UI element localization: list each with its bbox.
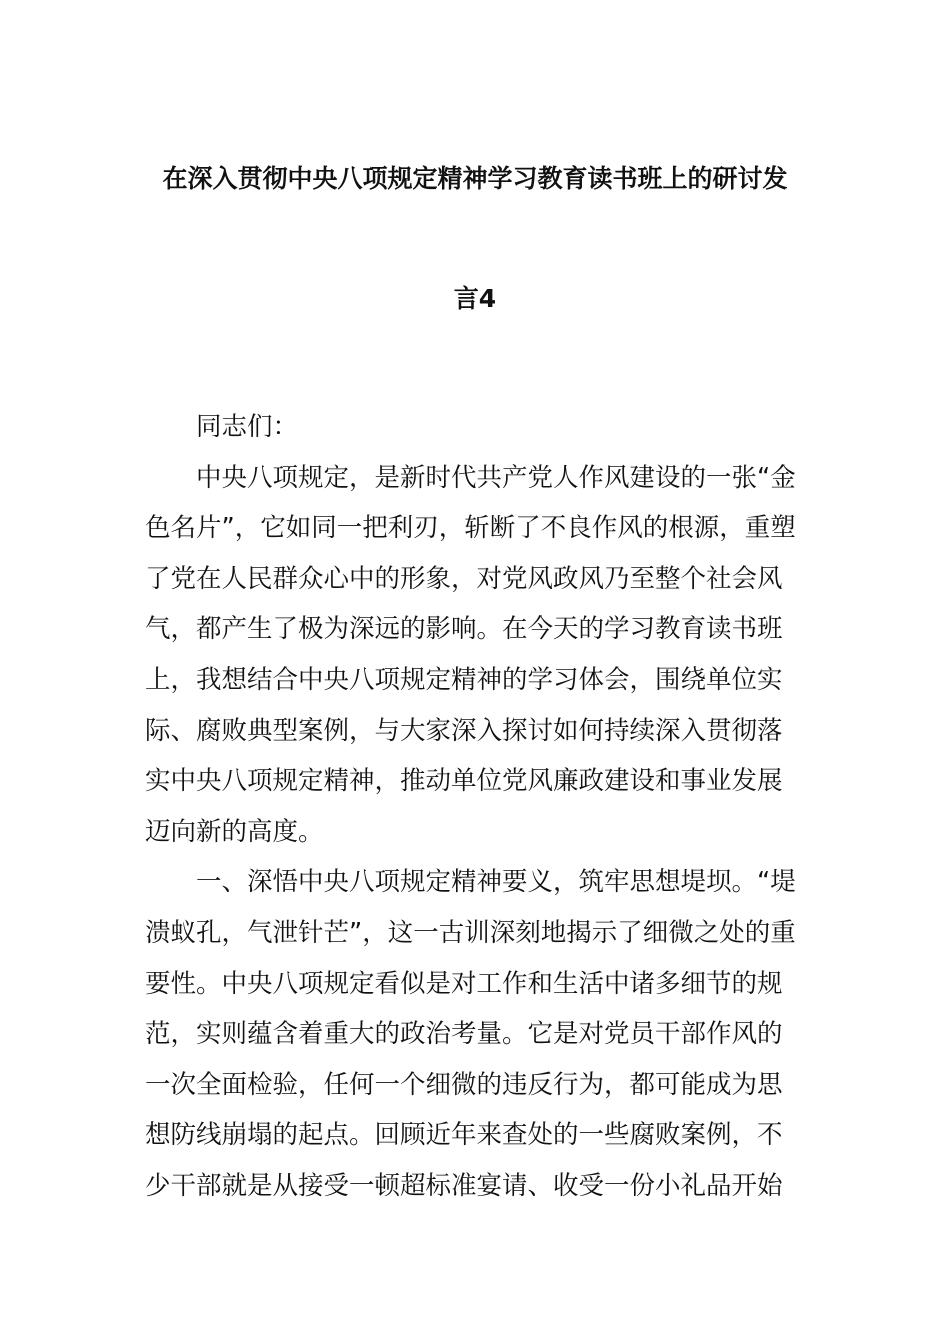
paragraph-section-one [145,857,809,1211]
text-line: 范，实则蕴含着重大的政治考量。它是对党员干部作风的 [145,1019,783,1050]
text-line: 际、腐败典型案例，与大家深入探讨如何持续深入贯彻落 [145,715,783,746]
salutation-paragraph [145,402,809,453]
text-line: 色名片”，它如同一把利刃，斩断了不良作风的根源，重塑 [145,513,796,544]
text-line: 上，我想结合中央八项规定精神的学习体会，围绕单位实 [145,664,783,695]
document-title-line-1: 在深入贯彻中央八项规定精神学习教育读书班上的研讨发 [162,164,788,193]
text-line: 气，都产生了极为深远的影响。在今天的学习教育读书班 [145,614,783,645]
text-line: 了党在人民群众心中的形象，对党风政风乃至整个社会风 [145,563,783,594]
text-line: 一次全面检验，任何一个细微的违反行为，都可能成为思 [145,1069,783,1100]
text-line: 中央八项规定，是新时代共产党人作风建设的一张“金 [196,462,796,493]
document-title-line-2: 言4 [453,284,497,313]
text-line: 少干部就是从接受一顿超标准宴请、收受一份小礼品开始 [145,1170,783,1201]
text-line: 溃蚁孔，气泄针芒”，这一古训深刻地揭示了细微之处的重 [145,917,796,948]
salutation: 同志们： [196,412,299,442]
text-line: 想防线崩塌的起点。回顾近年来查处的一些腐败案例，不 [145,1120,783,1151]
text-line: 实中央八项规定精神，推动单位党风廉政建设和事业发展 [145,766,783,797]
text-line: 一、深悟中央八项规定精神要义，筑牢思想堤坝。“堤 [196,867,796,898]
text-line: 迈向新的高度。 [145,816,324,847]
document-body [145,402,809,1212]
text-line: 要性。中央八项规定看似是对工作和生活中诸多细节的规 [145,968,783,999]
paragraph-intro [145,453,809,858]
